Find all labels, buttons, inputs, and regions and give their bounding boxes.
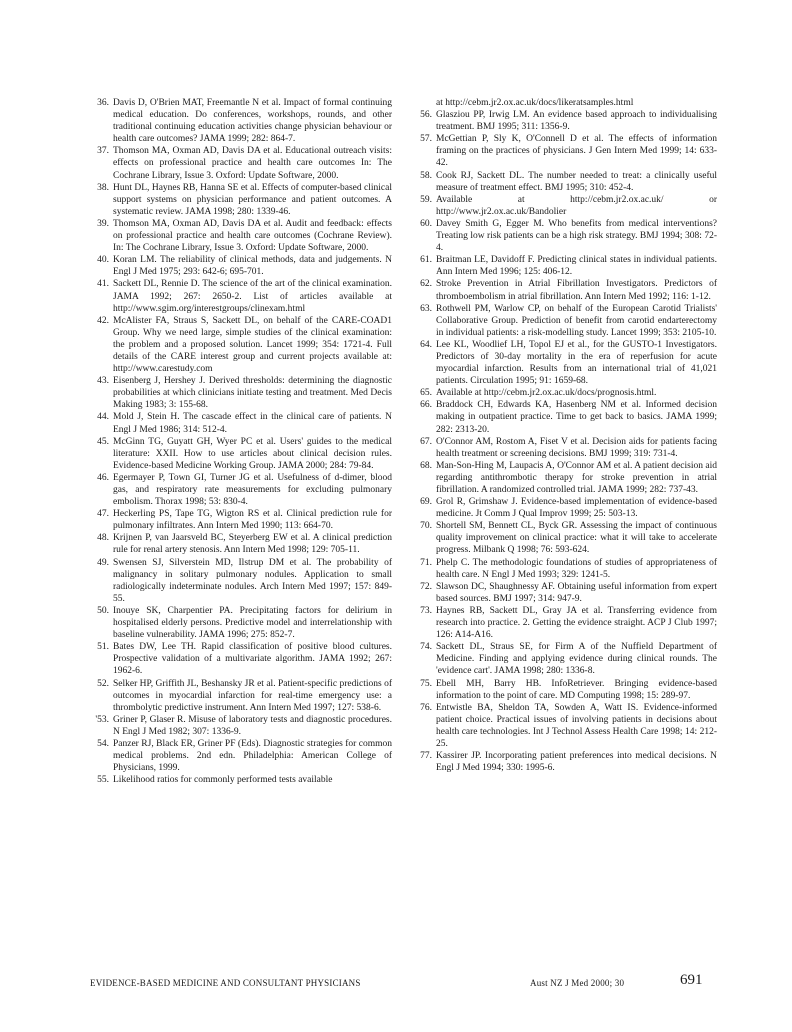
reference-text: Eisenberg J, Hershey J. Derived thresholds: determining the diagnostic probabilities at which clinicians initiate testing and treatment. Med Decis Making 1983; 3: 155-68. xyxy=(113,376,392,411)
reference-text: Haynes RB, Sackett DL, Gray JA et al. Transferring evidence from research into practice. 2. Getting the evidence straight. ACP J Club 1997; 126: A14-A16. xyxy=(436,605,717,641)
reference-item xyxy=(415,641,717,677)
reference-number: 50. xyxy=(97,605,109,616)
reference-item xyxy=(92,641,392,677)
journal-citation: Aust NZ J Med 2000; 30 xyxy=(530,978,625,988)
reference-item xyxy=(92,714,392,738)
reference-number: 51. xyxy=(97,642,109,653)
reference-number: 73. xyxy=(420,605,432,616)
reference-text: Braddock CH, Edwards KA, Hasenberg NM et al. Informed decision making in outpatient practice. Time to get back to basics. JAMA 1999; 282: 2313-20. xyxy=(436,400,717,435)
reference-text: Davis D, O'Brien MAT, Freemantle N et al. Impact of formal continuing medical education. Do conferences, workshops, rounds, and other traditional continuing education activities change physician behaviour or health care outcomes? JAMA 1999; 282: 864-7. xyxy=(113,98,392,145)
reference-item xyxy=(415,581,717,605)
reference-item xyxy=(415,194,717,218)
reference-item xyxy=(92,508,392,532)
reference-text: Rothwell PM, Warlow CP, on behalf of the European Carotid Trialists' Collaborative Group. Prediction of benefit from carotid endarterectomy in individual patients: a risk-modelling study. Lancet 1999; 353: 2105-10. xyxy=(436,303,717,338)
reference-item xyxy=(92,97,392,145)
reference-text: Ebell MH, Barry HB. InfoRetriever. Bringing evidence-based information to the point of care. MD Computing 1998; 15: 289-97. xyxy=(436,678,717,701)
reference-text: Glasziou PP, Irwig LM. An evidence based approach to individualising treatment. BMJ 1995; 311: 1356-9. xyxy=(436,110,717,133)
reference-item xyxy=(92,532,392,556)
running-title: EVIDENCE-BASED MEDICINE AND CONSULTANT PHYSICIANS xyxy=(90,978,361,988)
reference-text: Panzer RJ, Black ER, Griner PF (Eds). Diagnostic strategies for common medical problems. 2nd edn. Philadelphia: American College of Physicians, 1999. xyxy=(113,738,392,774)
reference-number: 56. xyxy=(420,110,432,121)
reference-item xyxy=(92,472,392,508)
reference-item xyxy=(415,702,717,750)
reference-number: 40. xyxy=(97,255,109,266)
reference-item xyxy=(415,254,717,278)
references-right-column xyxy=(415,97,717,774)
reference-number: 65. xyxy=(420,388,432,399)
reference-item xyxy=(415,557,717,581)
reference-item xyxy=(415,678,717,702)
reference-text: Hunt DL, Haynes RB, Hanna SE et al. Effects of computer-based clinical support systems on physician performance and patient outcomes. A systematic review. JAMA 1998; 280: 1339-46. xyxy=(113,182,392,217)
reference-text: Cook RJ, Sackett DL. The number needed to treat: a clinically useful measure of treatment effect. BMJ 1995; 310: 452-4. xyxy=(436,170,717,193)
reference-item xyxy=(415,387,717,399)
reference-number: 36. xyxy=(97,98,109,108)
reference-item xyxy=(92,375,392,411)
reference-number: 47. xyxy=(97,509,109,520)
reference-text: Davey Smith G, Egger M. Who benefits from medical interventions? Treating low risk patients can be a high risk strategy. BMJ 1994; 308: 72-4. xyxy=(436,218,717,254)
reference-item xyxy=(92,605,392,641)
reference-item xyxy=(415,750,717,774)
reference-text: O'Connor AM, Rostom A, Fiset V et al. Decision aids for patients facing health treatment or screening decisions. BMJ 1999; 319: 731-4. xyxy=(436,436,717,459)
reference-item xyxy=(92,411,392,435)
reference-number: 54. xyxy=(97,738,109,749)
reference-text: Slawson DC, Shaughnessy AF. Obtaining useful information from expert based sources. BMJ 1997; 314: 947-9. xyxy=(436,581,717,604)
reference-number: 42. xyxy=(97,315,109,326)
reference-number: 55. xyxy=(97,775,109,786)
reference-text: Koran LM. The reliability of clinical methods, data and judgements. N Engl J Med 1975; 293: 642-6; 695-701. xyxy=(113,255,392,278)
reference-item xyxy=(415,97,717,109)
reference-item xyxy=(415,436,717,460)
reference-text: Krijnen P, van Jaarsveld BC, Steyerberg EW et al. A clinical prediction rule for renal artery stenosis. Ann Intern Med 1998; 129: 705-11. xyxy=(113,533,392,556)
reference-number: 38. xyxy=(97,182,109,193)
reference-item xyxy=(415,170,717,194)
reference-text: Available at http://cebm.jr2.ox.ac.uk/docs/prognosis.html. xyxy=(436,388,657,399)
reference-number: 61. xyxy=(420,255,432,266)
reference-number: 60. xyxy=(420,218,432,229)
reference-item xyxy=(415,339,717,387)
reference-text: Entwistle BA, Sheldon TA, Sowden A, Watt IS. Evidence-informed patient choice. Practical issues of involving patients in decisions about health care technologies. Int J Technol Assess Health Care 1998; 14: 212-25. xyxy=(436,702,717,749)
reference-text: Sackett DL, Rennie D. The science of the art of the clinical examination. JAMA 1992; 267: 2650-2. List of articles available at http://www.sgim.org/interestgroups/clinexam.html xyxy=(113,279,392,314)
reference-item xyxy=(415,133,717,169)
reference-number: '53. xyxy=(95,714,109,725)
reference-text: McGettian P, Sly K, O'Connell D et al. The effects of information framing on the practices of physicians. J Gen Intern Med 1999; 14: 633-42. xyxy=(436,134,717,169)
reference-item xyxy=(92,436,392,472)
reference-item xyxy=(415,605,717,641)
reference-number: 39. xyxy=(97,218,109,229)
reference-number: 43. xyxy=(97,376,109,387)
reference-number: 62. xyxy=(420,279,432,290)
reference-text: Heckerling PS, Tape TG, Wigton RS et al. Clinical prediction rule for pulmonary infiltrates. Ann Intern Med 1990; 113: 664-70. xyxy=(113,509,392,532)
reference-number: 71. xyxy=(420,557,432,568)
reference-text: Griner P, Glaser R. Misuse of laboratory tests and diagnostic procedures. N Engl J Med 1982; 307: 1336-9. xyxy=(113,714,392,737)
reference-number: 74. xyxy=(420,642,432,653)
reference-number: 69. xyxy=(420,497,432,508)
reference-item xyxy=(92,218,392,254)
reference-number: 70. xyxy=(420,521,432,532)
reference-item xyxy=(92,254,392,278)
reference-number: 46. xyxy=(97,472,109,483)
reference-number: 64. xyxy=(420,339,432,350)
reference-item xyxy=(92,678,392,714)
reference-text: Thomson MA, Oxman AD, Davis DA et al. Educational outreach visits: effects on professional practice and health care outcomes In: The Cochrane Library, Issue 3. Oxford: Update Software, 2000. xyxy=(113,146,392,181)
reference-number: 66. xyxy=(420,400,432,411)
reference-text: Egermayer P, Town GI, Turner JG et al. Usefulness of d-dimer, blood gas, and respiratory rate measurements for excluding pulmonary embolism. Thorax 1998; 53: 830-4. xyxy=(113,472,392,508)
reference-text: Sackett DL, Straus SE, for Firm A of the Nuffield Department of Medicine. Finding and applying evidence during clinical rounds. The 'evidence cart'. JAMA 1998; 280: 1336-8. xyxy=(436,642,717,677)
reference-text: Phelp C. The methodologic foundations of studies of appropriateness of health care. N Engl J Med 1993; 329: 1241-5. xyxy=(436,557,717,580)
reference-number: 37. xyxy=(97,146,109,157)
reference-text: Kassirer JP. Incorporating patient preferences into medical decisions. N Engl J Med 1994; 330: 1995-6. xyxy=(436,751,717,774)
reference-number: 76. xyxy=(420,702,432,713)
reference-item xyxy=(92,278,392,314)
reference-text: Mold J, Stein H. The cascade effect in the clinical care of patients. N Engl J Med 1986; 314: 512-4. xyxy=(113,412,392,435)
reference-number: 58. xyxy=(420,170,432,181)
reference-item xyxy=(92,738,392,774)
reference-item xyxy=(92,145,392,181)
reference-number: 41. xyxy=(97,279,109,290)
reference-number: 68. xyxy=(420,460,432,471)
reference-text: McGinn TG, Guyatt GH, Wyer PC et al. Users' guides to the medical literature: XXII. How to use articles about clinical decision rules. Evidence-based Medicine Working Group. JAMA 2000; 284: 79-84. xyxy=(113,436,392,471)
reference-text: Shortell SM, Bennett CL, Byck GR. Assessing the impact of continuous quality improvement on clinical practice: what it will take to accelerate progress. Milbank Q 1998; 76: 593-624. xyxy=(436,521,717,556)
reference-item xyxy=(92,774,392,786)
reference-item xyxy=(92,182,392,218)
reference-item xyxy=(415,109,717,133)
reference-number: 57. xyxy=(420,134,432,145)
reference-text: Braitman LE, Davidoff F. Predicting clinical states in individual patients. Ann Intern Med 1996; 125: 406-12. xyxy=(436,255,717,278)
reference-number: 49. xyxy=(97,557,109,568)
reference-number: 75. xyxy=(420,678,432,689)
reference-text: at http://cebm.jr2.ox.ac.uk/docs/likeratsamples.html xyxy=(436,98,634,108)
reference-text: Likelihood ratios for commonly performed tests available xyxy=(113,775,333,786)
reference-item xyxy=(415,520,717,556)
reference-number: 59. xyxy=(420,194,432,205)
reference-number: 44. xyxy=(97,412,109,423)
reference-text: Lee KL, Woodlief LH, Topol EJ et al., for the GUSTO-1 Investigators. Predictors of 30-day mortality in the era of reperfusion for acute myocardial infarction. Results from an international trial of 41,021 patients. Circulation 1995; 91: 1659-68. xyxy=(436,339,717,387)
reference-number: 48. xyxy=(97,533,109,544)
reference-item xyxy=(415,278,717,302)
reference-text: Selker HP, Griffith JL, Beshansky JR et al. Patient-specific predictions of outcomes in myocardial infarction for real-time emergency use: a thrombolytic predictive instrument. Ann Intern Med 1997; 127: 538-6. xyxy=(113,678,392,713)
reference-text: Thomson MA, Oxman AD, Davis DA et al. Audit and feedback: effects on professional practice and health care outcomes (Cochrane Review). In: The Cochrane Library, Issue 3. Oxford: Update Software, 2000. xyxy=(113,218,392,254)
references-left-column xyxy=(92,97,392,786)
reference-text: Man-Son-Hing M, Laupacis A, O'Connor AM et al. A patient decision aid regarding antithrombotic therapy for stroke prevention in atrial fibrillation. A randomized controlled trial. JAMA 1999; 282: 737-43. xyxy=(436,460,717,495)
reference-number: 72. xyxy=(420,581,432,592)
reference-item xyxy=(415,460,717,496)
reference-text: Available at http://cebm.jr2.ox.ac.uk/ or http://www.jr2.ox.ac.uk/Bandolier xyxy=(436,194,717,217)
reference-item xyxy=(415,496,717,520)
reference-number: 45. xyxy=(97,436,109,447)
reference-number: 67. xyxy=(420,436,432,447)
page-number: 691 xyxy=(680,972,703,988)
reference-number: 63. xyxy=(420,303,432,314)
reference-text: Inouye SK, Charpentier PA. Precipitating factors for delirium in hospitalised elderly persons. Predictive model and interrelationship with baseline vulnerability. JAMA 1996; 275: 852-7. xyxy=(113,605,392,641)
reference-text: Bates DW, Lee TH. Rapid classification of positive blood cultures. Prospective validation of a multivariate algorithm. JAMA 1992; 267: 1962-6. xyxy=(113,642,392,677)
reference-item xyxy=(415,303,717,339)
reference-number: 77. xyxy=(420,751,432,762)
reference-text: Stroke Prevention in Atrial Fibrillation Investigators. Predictors of thromboembolism in atrial fibrillation. Ann Intern Med 1992; 116: 1-12. xyxy=(436,279,717,302)
reference-item xyxy=(92,315,392,375)
reference-item xyxy=(415,218,717,254)
reference-text: Grol R, Grimshaw J. Evidence-based implementation of evidence-based medicine. Jt Comm J Qual Improv 1999; 25: 503-13. xyxy=(436,497,717,520)
reference-text: McAlister FA, Straus S, Sackett DL, on behalf of the CARE-COAD1 Group. Why we need large, simple studies of the clinical examination: the problem and a proposed solution. Lancet 1999; 354: 1721-4. Full details of the CARE interest group and current projects available at: http://www.carestudy.com xyxy=(113,315,392,375)
reference-number: 52. xyxy=(97,678,109,689)
reference-text: Swensen SJ, Silverstein MD, Ilstrup DM et al. The probability of malignancy in solitary pulmonary nodules. Application to small radiologically indeterminate nodules. Arch Intern Med 1997; 157: 849-55. xyxy=(113,557,392,604)
reference-item xyxy=(415,399,717,435)
reference-item xyxy=(92,557,392,605)
